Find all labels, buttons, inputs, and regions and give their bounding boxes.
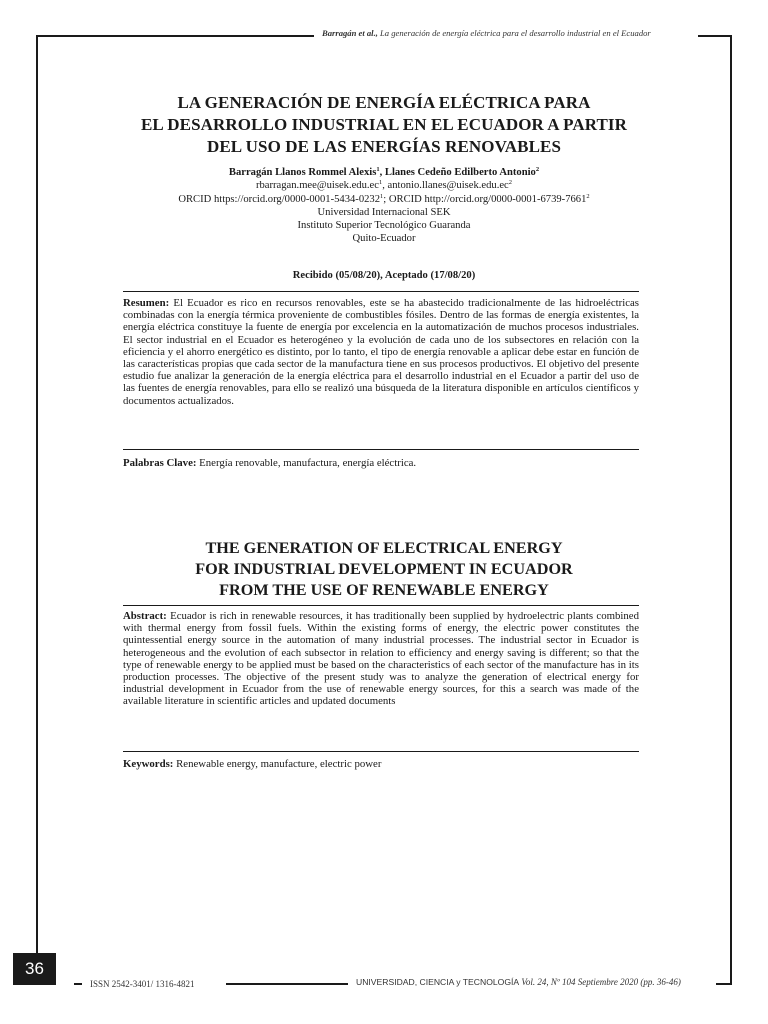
frame-line-right bbox=[730, 35, 732, 983]
journal-name: UNIVERSIDAD, CIENCIA y TECNOLOGÍA bbox=[356, 977, 520, 987]
issn: ISSN 2542-3401/ 1316-4821 bbox=[90, 979, 195, 989]
abstract-paragraph bbox=[123, 610, 639, 708]
journal-volume: Vol. 24, Nº 104 Septiembre 2020 (pp. 36-46) bbox=[521, 977, 681, 987]
frame-line-top-left bbox=[36, 35, 314, 37]
abstract-text: Ecuador is rich in renewable resources, it has traditionally been supplied by hydroelectric plants combined with thermal energy from fossil fuels. Within the existing forms of energy, the electric power constitutes the quintessential energy source in the automation of many industrial processes. The industrial sector in Ecuador is heterogeneous and the evolution of each subsector in relation to efficiency and energy saving is different; so that the type of renewable energy to be applied must be based on the characteristics of each sector of the manufacture has in its production processes. The objective of the present study was to analyze the generation of electrical energy for industrial development in Ecuador from the use of renewable energy sources, for this a search was made of the available literature in scientific articles and updated documents bbox=[123, 610, 639, 708]
frame-line-top-right bbox=[698, 35, 732, 37]
resumen-text: El Ecuador es rico en recursos renovables, este se ha abastecido tradicionalmente de las hidroeléctricas combinadas con la energía térmica proveniente de combustibles fósiles. Dentro de las formas de energía existentes, la energía eléctrica constituye la fuente de energía por excelencia en la automatización de muchos procesos industriales. El sector industrial en el Ecuador es heterogéneo y la evolución de cada uno de los subsectores en relación con la eficiencia y el ahorro energético es distinto, por lo tanto, el tipo de energía renovable a aplicar debe estar en función de las características propias que cada sector de la manufactura tiene en sus procesos productivos. El objetivo del presente estudio fue analizar la generación de la energía eléctrica para el desarrollo industrial en el Ecuador a partir del uso de las fuentes de energía renovables, para ello se realizó una búsqueda de la literatura disponible en artículos científicos y documentos actualizados. bbox=[123, 297, 639, 407]
frame-line-left bbox=[36, 35, 38, 953]
orcid-separator: ; bbox=[383, 193, 389, 205]
orcid-mark: 1 bbox=[380, 192, 384, 200]
keywords bbox=[123, 758, 639, 770]
running-head bbox=[322, 28, 694, 38]
affiliation: Universidad Internacional SEK bbox=[317, 206, 451, 218]
divider-rule bbox=[123, 449, 639, 450]
article-title-en bbox=[100, 538, 668, 601]
resumen-label: Resumen: bbox=[123, 297, 170, 309]
email-link[interactable]: antonio.llanes@uisek.edu.ec bbox=[387, 180, 509, 192]
email-mark: 1 bbox=[378, 179, 383, 187]
title-es-line: DEL USO DE LAS ENERGÍAS RENOVABLES bbox=[206, 137, 562, 156]
author-emails bbox=[110, 179, 658, 192]
abstract-label: Abstract: bbox=[123, 610, 167, 622]
palabras-clave-label: Palabras Clave: bbox=[123, 457, 197, 469]
running-head-title: La generación de energía eléctrica para el desarrollo industrial en el Ecuador bbox=[380, 28, 651, 38]
journal-citation bbox=[356, 977, 681, 987]
email-separator: , bbox=[382, 180, 388, 192]
author-name: Llanes Cedeño Edilberto Antonio bbox=[384, 167, 536, 178]
page-number: 36 bbox=[13, 953, 56, 985]
title-en-line: THE GENERATION OF ELECTRICAL ENERGY bbox=[205, 539, 563, 557]
keywords-label: Keywords: bbox=[123, 758, 174, 770]
author-block bbox=[110, 166, 658, 246]
frame-line-bottom-mid bbox=[226, 983, 348, 985]
palabras-clave-text: Energía renovable, manufactura, energía eléctrica. bbox=[196, 457, 417, 469]
title-en-line: FROM THE USE OF RENEWABLE ENERGY bbox=[219, 581, 549, 599]
author-affiliation-mark: 2 bbox=[535, 166, 540, 173]
author-names bbox=[110, 166, 658, 179]
author-orcids bbox=[110, 193, 658, 206]
keywords-text: Renewable energy, manufacture, electric power bbox=[173, 758, 382, 770]
received-dates: Recibido (05/08/20), Aceptado (17/08/20) bbox=[292, 270, 476, 281]
article-title-es bbox=[90, 92, 678, 158]
email-link[interactable]: rbarragan.mee@uisek.edu.ec bbox=[255, 180, 379, 192]
affiliation: Quito-Ecuador bbox=[352, 233, 416, 245]
affiliation: Instituto Superior Tecnológico Guaranda bbox=[297, 220, 471, 232]
frame-line-bottom-left bbox=[74, 983, 82, 985]
author-name: Barragán Llanos Rommel Alexis bbox=[228, 167, 377, 178]
author-separator: , bbox=[379, 167, 385, 178]
divider-rule bbox=[123, 291, 639, 292]
frame-line-bottom-right bbox=[716, 983, 732, 985]
title-es-line: LA GENERACIÓN DE ENERGÍA ELÉCTRICA PARA bbox=[177, 93, 591, 112]
running-head-authors: Barragán et al., bbox=[322, 28, 378, 38]
author-affiliation-mark: 1 bbox=[376, 166, 380, 173]
palabras-clave bbox=[123, 457, 639, 469]
resumen-paragraph bbox=[123, 297, 639, 407]
title-en-line: FOR INDUSTRIAL DEVELOPMENT IN ECUADOR bbox=[195, 560, 573, 578]
divider-rule bbox=[123, 605, 639, 606]
orcid-mark: 2 bbox=[586, 192, 590, 200]
email-mark: 2 bbox=[508, 179, 513, 187]
orcid-link[interactable]: ORCID http://orcid.org/0000-0001-6739-7661 bbox=[388, 193, 587, 205]
orcid-link[interactable]: ORCID https://orcid.org/0000-0001-5434-0232 bbox=[178, 193, 381, 205]
divider-rule bbox=[123, 751, 639, 752]
title-es-line: EL DESARROLLO INDUSTRIAL EN EL ECUADOR A PARTIR bbox=[140, 115, 628, 134]
